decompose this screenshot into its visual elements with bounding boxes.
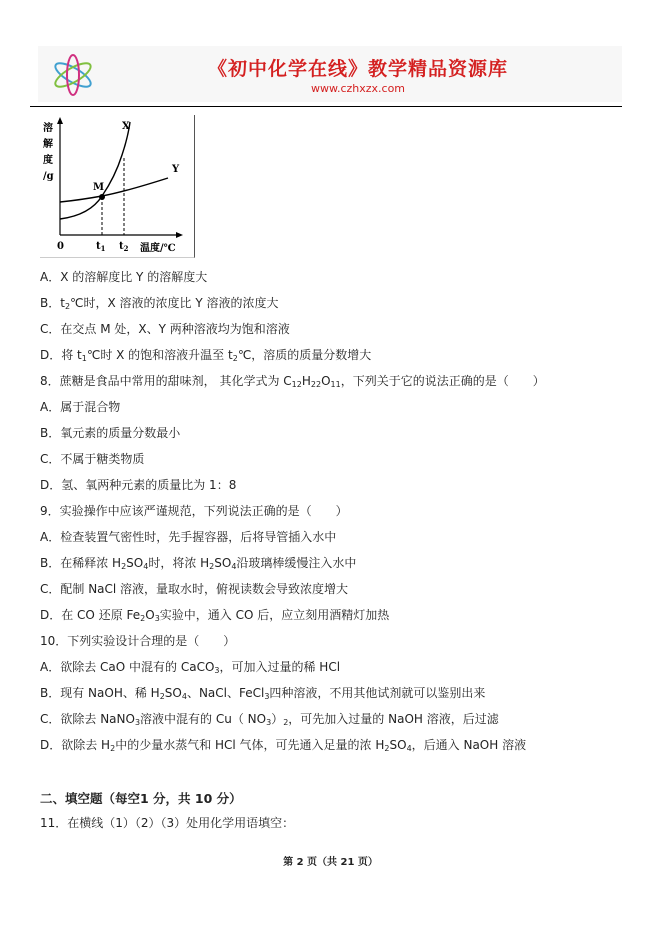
text-segment: SO [389,738,407,752]
header-banner [38,46,622,102]
curve-x [60,122,130,219]
text-segment: 溶液中混有的 Cu（ NO [140,712,267,726]
text-segment: ℃时 X 的饱和溶液升温至 t [86,348,233,362]
t1-label: $t_1$ [96,241,106,253]
text-segment: 2 [384,744,390,753]
text-segment: B．在稀释浓 H [40,556,122,570]
text-segment: O [321,374,331,388]
text-line [40,347,371,367]
text-line [40,321,290,337]
text-segment: SO [126,556,144,570]
text-segment: 3 [134,718,141,727]
text-segment: 4 [181,692,187,701]
text-segment: C．欲除去 NaNO [40,712,135,726]
text-segment: C．配制 NaCl 溶液，量取水时，俯视读数会导致浓度增大 [40,582,349,596]
text-line [40,659,340,679]
y-axis-arrow-icon [57,117,63,124]
text-segment: SO [164,686,182,700]
text-segment: A．欲除去 CaO 中混有的 CaCO [40,660,215,674]
text-segment: 1 [81,354,87,363]
text-segment: C．在交点 M 处，X、Y 两种溶液均为饱和溶液 [40,322,290,336]
text-segment: A．X 的溶解度比 Y 的溶解度大 [40,270,208,284]
text-segment: B．t [40,296,65,310]
text-line [40,477,236,493]
atom-logo-icon [48,52,98,98]
site-url: www.czhxzx.com [310,82,406,95]
text-segment: 9．实验操作中应该严谨规范，下列说法正确的是（ ） [40,504,348,518]
text-segment: ，后通入 NaOH 溶液 [411,738,527,752]
text-segment: D．欲除去 H [40,738,111,752]
text-segment: SO [214,556,232,570]
text-line [40,295,279,315]
text-segment: A．检查装置气密性时，先手握容器，后将导管插入水中 [40,530,337,544]
text-line [40,581,348,597]
text-segment: 实验中，通入 CO 后，应立刻用酒精灯加热 [159,608,390,622]
text-segment: O [145,608,155,622]
text-line [40,451,144,467]
text-segment: ℃，溶质的质量分数增大 [237,348,372,362]
solubility-curve-figure [40,115,195,258]
text-line [40,503,348,519]
text-segment: ） [271,712,284,726]
text-segment: 8．蔗糖是食品中常用的甜味剂， 其化学式为 C [40,374,292,388]
text-segment: 3 [264,692,270,701]
text-segment: 四种溶液，不用其他试剂就可以鉴别出来 [269,686,486,700]
header-divider [30,106,622,107]
text-line [40,529,336,545]
ylabel-4: /g [43,171,54,182]
label-m: M [93,182,105,193]
question-11: 11．在横线（1）（2）（3）处用化学用语填空： [40,816,295,830]
text-segment: ，可先加入过量的 NaOH 溶液，后过滤 [288,712,499,726]
text-segment: 2 [64,302,71,311]
text-segment: ，可加入过量的稀 HCl [219,660,341,674]
text-segment: 2 [140,614,146,623]
text-segment: D．在 CO 还原 Fe [40,608,141,622]
text-line [40,269,207,285]
text-segment: 3 [154,614,160,623]
text-segment: 2 [110,744,116,753]
curve-y [60,178,168,202]
text-segment: H [301,374,311,388]
text-segment: 4 [406,744,412,753]
text-segment: 2 [232,354,238,363]
ylabel-2: 解 [43,139,53,150]
text-segment: B．氧元素的质量分数最小 [40,426,181,440]
text-segment: ，下列关于它的说法正确的是（ ） [340,374,545,388]
text-segment: 时，将浓 H [148,556,210,570]
text-segment: 12 [291,380,302,389]
text-segment: D．氢、氧两种元素的质量比为 1：8 [40,478,237,492]
text-segment: 4 [143,562,149,571]
site-title: 《初中化学在线》教学精品资源库 [207,58,508,80]
text-line [40,425,180,441]
text-segment: 3 [214,666,220,675]
text-segment: B．现有 NaOH、稀 H [40,686,160,700]
text-segment: 中的少量水蒸气和 HCl 气体，可先通入足量的浓 H [115,738,385,752]
text-segment: 22 [310,380,322,389]
text-segment: 沿玻璃棒缓慢注入水中 [236,556,357,570]
label-y: Y [172,164,180,175]
text-segment: D．将 t [40,348,82,362]
text-segment: 11 [330,380,341,389]
text-line [40,737,526,757]
label-x: X [122,121,130,132]
text-segment: 2 [209,562,215,571]
text-line [40,555,356,575]
text-line [40,711,499,731]
t2-label: $t_2$ [119,241,129,253]
text-segment: 3 [266,718,272,727]
text-segment: A．属于混合物 [40,400,121,414]
text-line [40,633,235,649]
text-line [40,373,545,393]
text-segment: 、NaCl、FeCl [186,686,265,700]
ylabel-1: 溶 [43,123,53,134]
page-footer: 第 2 页（共 21 页） [283,857,378,868]
text-segment: C．不属于糖类物质 [40,452,145,466]
xlabel: 温度/℃ [140,243,176,254]
text-segment: 2 [159,692,165,701]
text-segment: 10．下列实验设计合理的是（ ） [40,634,236,648]
ylabel-3: 度 [43,155,53,166]
text-segment: ℃时，X 溶液的浓度比 Y 溶液的浓度大 [70,296,279,310]
x-axis-arrow-icon [176,232,183,238]
origin-label: 0 [57,241,64,252]
text-line [40,685,485,705]
text-line [40,607,389,627]
section-heading: 二、填空题（每空1 分，共 10 分） [40,791,242,806]
text-segment: 2 [283,718,289,727]
text-segment: 4 [231,562,237,571]
text-segment: 2 [121,562,127,571]
text-line [40,399,120,415]
